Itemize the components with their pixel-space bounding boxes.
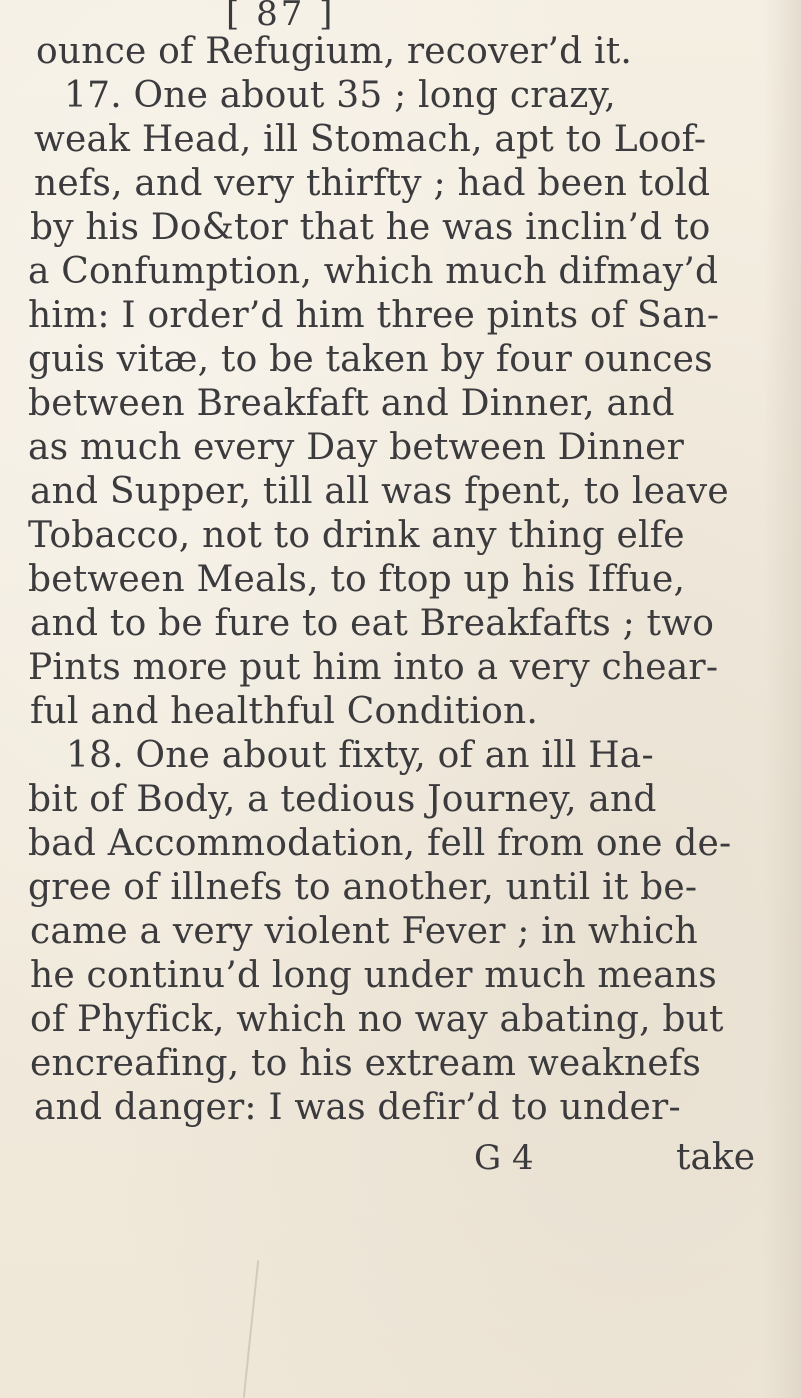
text-line: 18. One about fixty, of an ill Ha- bbox=[66, 735, 654, 776]
text-line: encreafing, to his extream weaknefs bbox=[30, 1043, 702, 1084]
text-line: ful and healthful Condition. bbox=[30, 691, 539, 732]
text-line: 17. One about 35 ; long crazy, bbox=[64, 75, 616, 116]
text-line: he continu’d long under much means bbox=[30, 955, 717, 996]
text-line: as much every Day between Dinner bbox=[28, 427, 685, 468]
text-line: and to be fure to eat Breakfafts ; two bbox=[30, 603, 715, 644]
page-edge-shadow bbox=[763, 0, 801, 1398]
text-line: him: I order’d him three pints of San- bbox=[28, 295, 720, 336]
signature-mark: G 4 bbox=[474, 1138, 534, 1178]
catchword: take bbox=[676, 1137, 756, 1178]
text-line: nefs, and very thirfty ; had been told bbox=[34, 163, 711, 204]
text-line: Tobacco, not to drink any thing elfe bbox=[28, 515, 685, 556]
text-line: Pints more put him into a very chear- bbox=[28, 647, 719, 688]
text-line: came a very violent Fever ; in which bbox=[30, 911, 698, 952]
text-line: gree of illnefs to another, until it be- bbox=[28, 867, 698, 908]
text-line: weak Head, ill Stomach, apt to Loof- bbox=[34, 119, 707, 160]
text-line: ounce of Refugium, recover’d it. bbox=[36, 31, 633, 72]
text-line: a Confumption, which much difmay’d bbox=[28, 251, 719, 292]
text-line: of Phyfick, which no way abating, but bbox=[30, 999, 724, 1040]
page-number: [ 87 ] bbox=[226, 0, 336, 34]
text-line: guis vitæ, to be taken by four ounces bbox=[28, 339, 713, 380]
text-line: bit of Body, a tedious Journey, and bbox=[28, 779, 657, 820]
text-line: bad Accommodation, fell from one de- bbox=[28, 823, 732, 864]
paper-crease bbox=[243, 1260, 259, 1397]
text-line: between Breakfaft and Dinner, and bbox=[28, 383, 675, 424]
text-line: by his Do&tor that he was inclin’d to bbox=[30, 207, 711, 248]
text-line: and Supper, till all was fpent, to leave bbox=[30, 471, 729, 512]
text-line: between Meals, to ftop up his Iffue, bbox=[28, 559, 686, 600]
text-line: and danger: I was defir’d to under- bbox=[34, 1087, 681, 1128]
